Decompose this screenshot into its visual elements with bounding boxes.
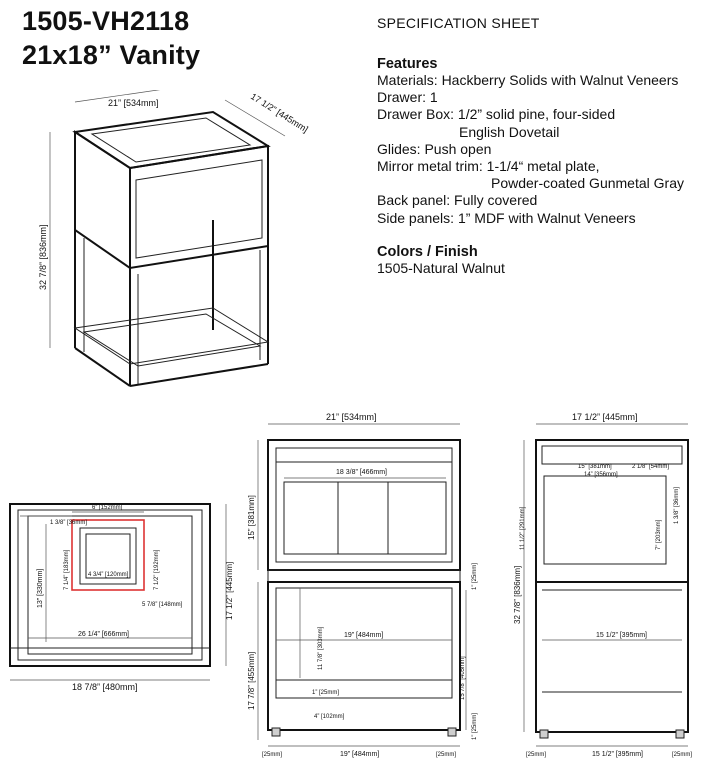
side-cabinet [536,440,688,582]
spec-sheet-label: SPECIFICATION SHEET [377,15,540,31]
feature-line: Mirror metal trim: 1-1/4“ metal plate, [377,158,600,175]
iso-depth-label: 17 1/2” [445mm] [248,91,310,135]
front-cabinet [268,440,460,570]
front-overall-width: 21” [534mm] [326,412,377,422]
colors-heading: Colors / Finish [377,243,478,260]
side-shelf-depth: 15 1/2” [395mm] [596,632,647,639]
front-bottom-mid: 19” [484mm] [340,751,380,758]
feature-line: Glides: Push open [377,140,492,157]
front-upper-height: 15” [381mm] [247,495,256,540]
feature-line: Powder-coated Gunmetal Gray [491,175,684,192]
iso-top [75,112,268,168]
front-foot-gap: 1” [25mm] [312,690,340,696]
top-depth-left: 13” [330mm] [37,568,44,608]
isometric-drawing [0,90,330,390]
iso-drawer [136,160,262,258]
iso-front-face [130,146,268,268]
features-section [377,56,684,277]
side-bottom-mid: 15 1/2” [395mm] [592,751,643,758]
front-drawer-gap: 1” [25mm] [472,562,478,590]
front-bottom-left: [25mm] [262,752,283,758]
feature-line: Materials: Hackberry Solids with Walnut Veneers [377,72,679,88]
side-base-frame [536,582,688,732]
front-view-drawing [240,410,490,762]
top-plumb-inner: 4 3/4” [120mm] [88,572,129,578]
feature-line: Back panel: Fully covered [377,192,538,209]
side-foot-right [676,730,684,738]
iso-width-label: 21” [534mm] [108,98,159,108]
features-heading: Features [377,56,438,72]
side-inner-depth: 15” [381mm] [578,464,612,470]
front-base-frame [268,582,460,730]
front-shelf-width: 19” [484mm] [344,632,384,639]
feature-line: Drawer Box: 1/2” solid pine, four-sided [377,106,616,123]
side-foot-left [540,730,548,738]
side-drawer-height: 11 1/2” [291mm] [520,506,526,550]
side-view-drawing [500,410,709,762]
front-foot-right [448,728,456,736]
front-shelf-clear: 4” [102mm] [314,714,345,720]
top-view-drawing [0,490,240,700]
feature-line: English Dovetail [459,123,560,140]
iso-shelf [75,308,268,364]
iso-top-inner [92,118,250,162]
side-bottom-left: [25mm] [526,752,547,758]
side-top-gap: 1 3/8” [36mm] [674,486,680,524]
side-inner-height: 7” [203mm] [656,519,662,550]
top-depth-right: 17 1/2” [445mm] [225,561,234,620]
top-overall-width: 18 7/8” [480mm] [72,682,138,692]
top-plumb-h1: 7 1/4” [183mm] [64,549,70,590]
feature-line: Side panels: 1” MDF with Walnut Veneers [377,209,636,226]
front-drawer-box [284,482,446,554]
model-number: 1505-VH2118 [22,6,190,36]
front-opening-height: 11 7/8” [303mm] [318,626,324,670]
side-overall-depth: 17 1/2” [445mm] [572,412,638,422]
side-drawer-front: 2 1/8” [54mm] [632,464,670,470]
front-foot-left [272,728,280,736]
feature-line: Drawer: 1 [377,89,438,106]
features-list [377,72,684,227]
side-drawer-box [544,476,666,564]
top-plumb-h2: 7 1/2” [192mm] [154,549,160,590]
front-base-height: 17 7/8” [455mm] [247,651,256,710]
front-drawer-inner: 18 3/8” [466mm] [336,469,387,476]
top-inner-width: 26 1/4” [666mm] [78,631,129,638]
top-plumb-side: 5 7/8” [148mm] [142,602,183,608]
iso-height-label: 32 7/8” [836mm] [38,224,48,290]
product-name: 21x18” Vanity [22,40,201,70]
side-bottom-right: [25mm] [672,752,693,758]
side-drawer-depth: 14” [356mm] [584,472,618,478]
colors-value: 1505-Natural Walnut [377,259,505,276]
top-plumb-width: 6” [152mm] [92,505,123,511]
front-foot-right: 1” [25mm] [472,712,478,740]
front-leg-height: 15 7/8” [405mm] [460,656,466,700]
top-plumb-offset: 1 3/8” [36mm] [50,520,88,526]
side-overall-height: 32 7/8” [836mm] [513,565,522,624]
front-bottom-right: [25mm] [436,752,457,758]
plumbing-cutout [72,520,144,590]
